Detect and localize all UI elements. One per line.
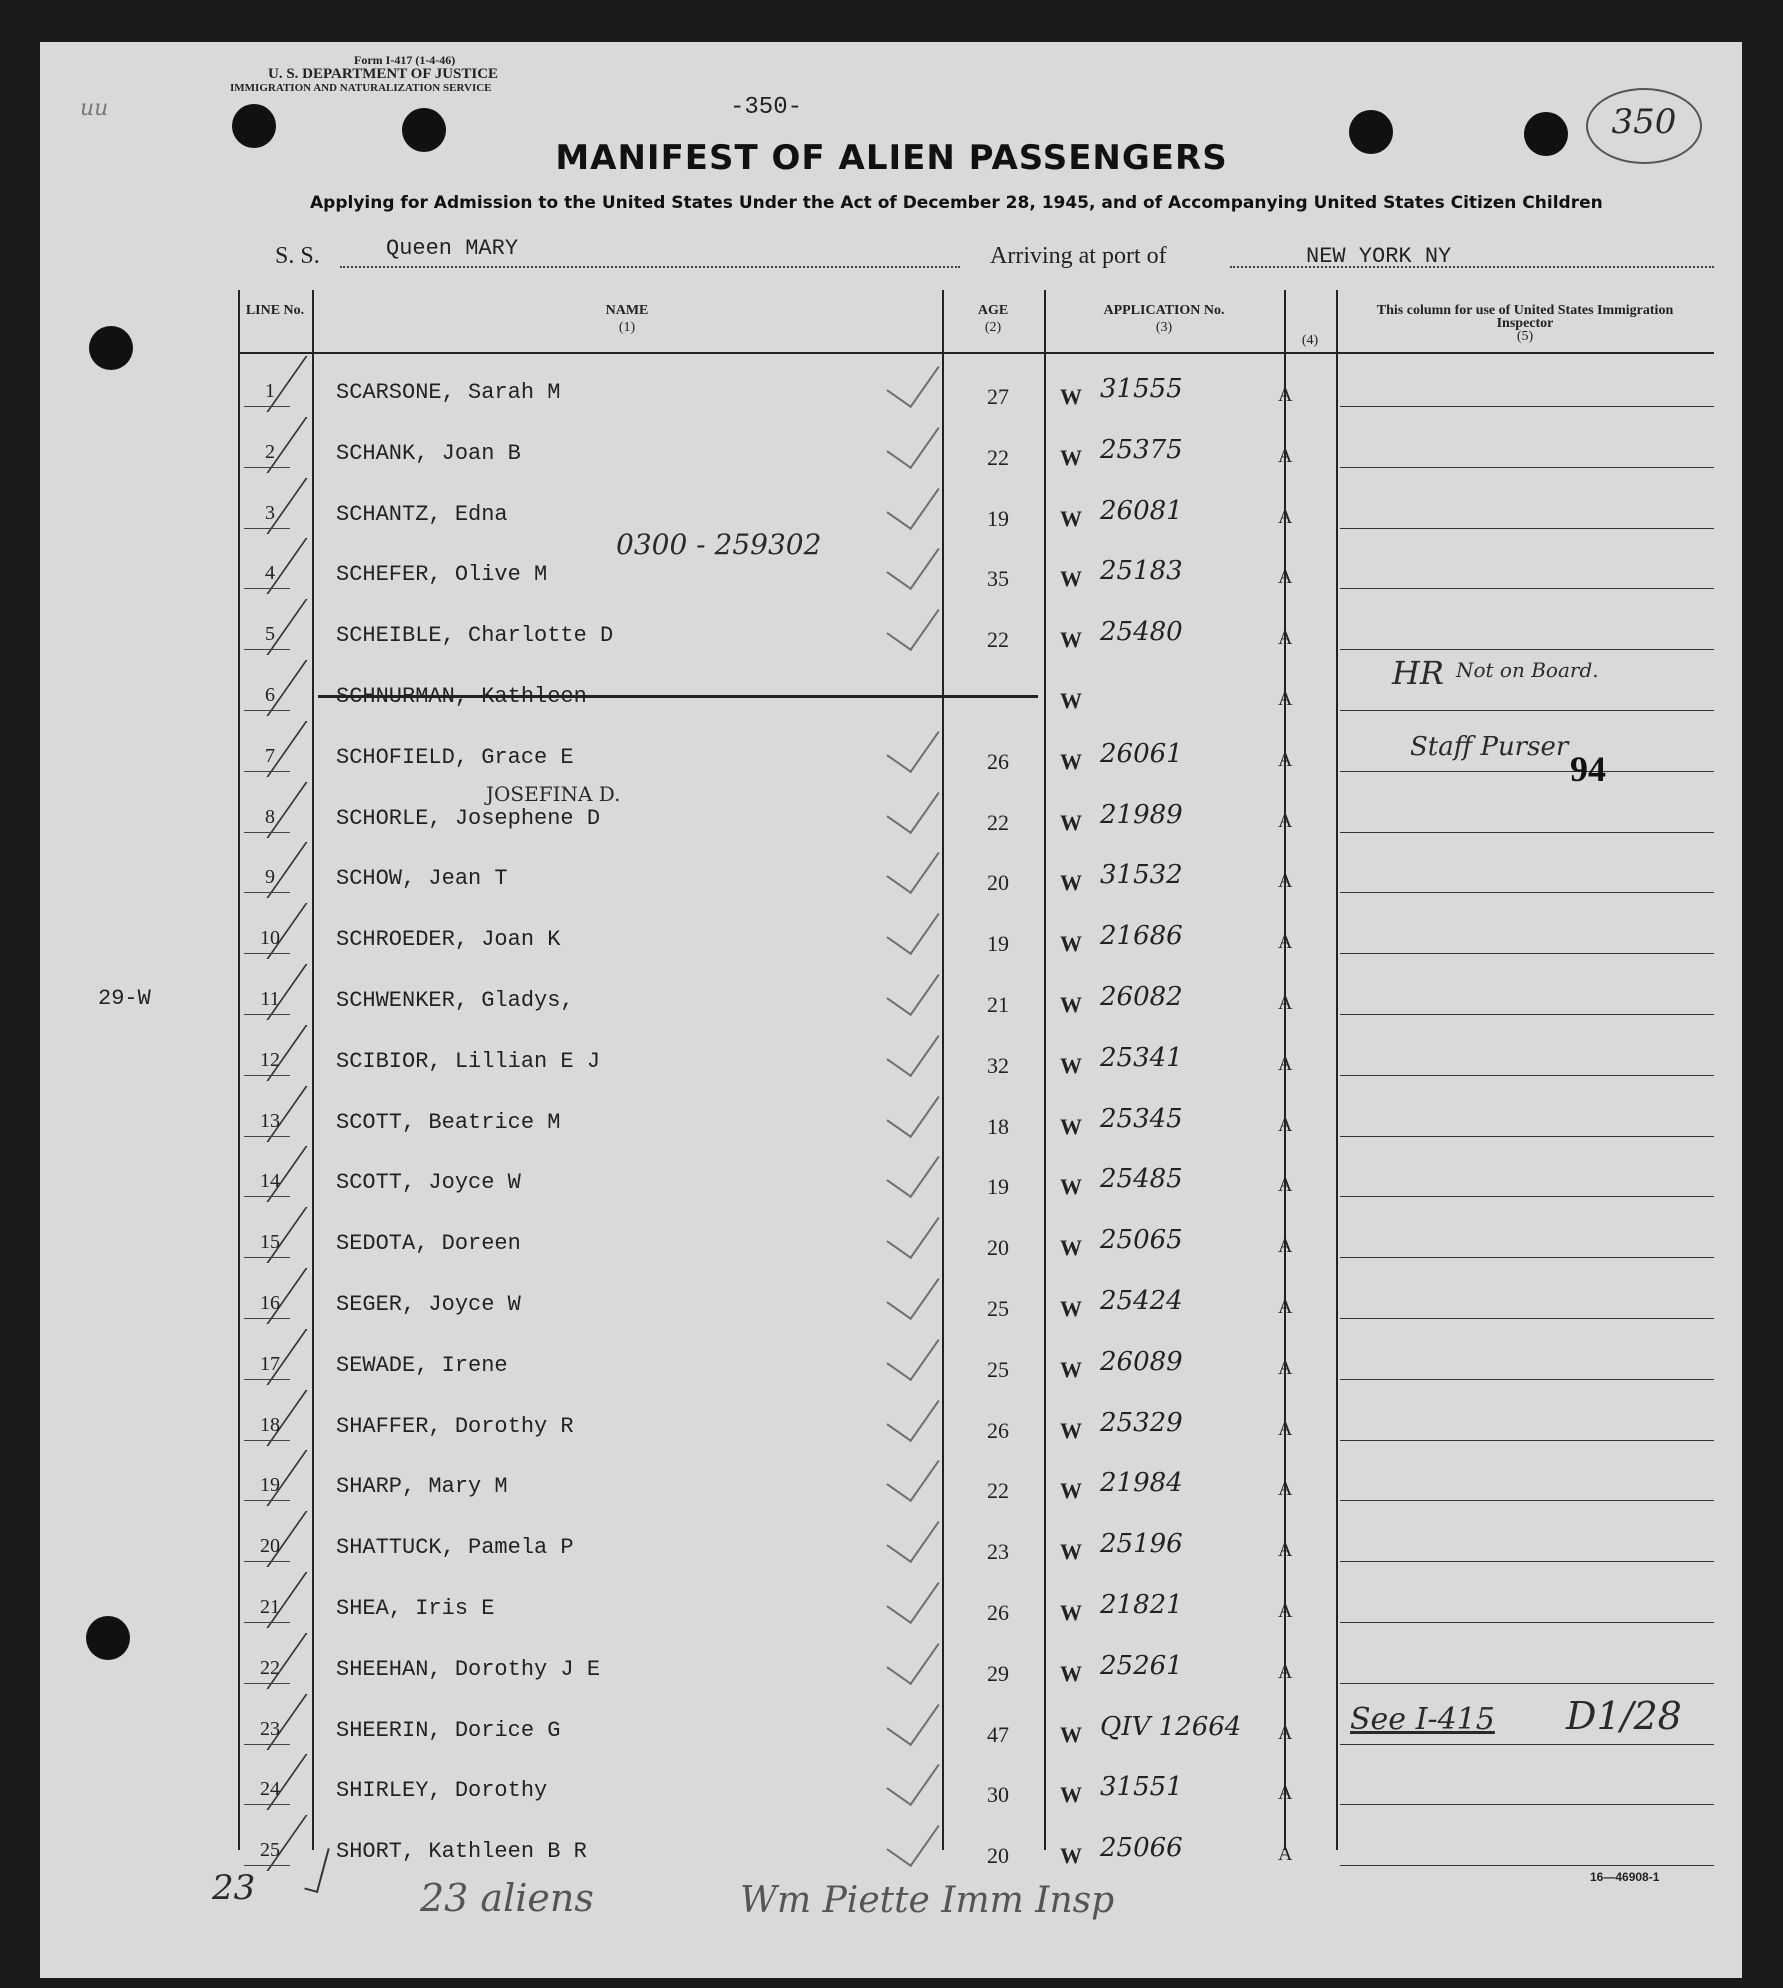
col-header-inspector-number: (5) bbox=[1516, 329, 1534, 344]
col-header-age-number: (2) bbox=[984, 320, 1002, 335]
inspector-entry-line bbox=[1340, 528, 1714, 529]
passenger-name: SCOTT, Beatrice M bbox=[336, 1109, 561, 1135]
inspector-entry-line bbox=[1340, 1561, 1714, 1562]
application-prefix: W bbox=[1060, 627, 1082, 653]
application-number: 26061 bbox=[1100, 738, 1183, 769]
ship-name: Queen MARY bbox=[386, 236, 519, 261]
status-code: A bbox=[1278, 1782, 1293, 1805]
application-number: 21989 bbox=[1100, 799, 1183, 830]
line-number: 24 bbox=[260, 1778, 280, 1801]
line-number: 21 bbox=[260, 1596, 280, 1618]
status-code: A bbox=[1278, 1660, 1293, 1683]
inspector-entry-line bbox=[1340, 1440, 1714, 1441]
col-header-name-label: NAME bbox=[605, 303, 649, 318]
application-prefix: W bbox=[1060, 1174, 1082, 1200]
manifest-table bbox=[238, 290, 1714, 1869]
inspector-entry-line bbox=[1340, 1683, 1714, 1684]
line-number: 14 bbox=[260, 1170, 280, 1193]
passenger-age: 22 bbox=[987, 1478, 1009, 1504]
inspector-entry-line bbox=[1340, 892, 1714, 893]
line-underline bbox=[244, 1500, 290, 1501]
handwritten-see-form: See I-415 bbox=[1350, 1702, 1495, 1737]
line-underline bbox=[244, 1622, 290, 1623]
table-row bbox=[238, 1578, 1714, 1638]
punch-hole bbox=[89, 326, 133, 370]
status-code: A bbox=[1278, 931, 1293, 954]
application-prefix: W bbox=[1060, 1782, 1082, 1808]
application-number: 25329 bbox=[1100, 1407, 1183, 1438]
application-prefix: W bbox=[1060, 1539, 1082, 1565]
status-code: A bbox=[1278, 1052, 1293, 1075]
inspector-entry-line bbox=[1340, 588, 1714, 589]
application-number: 21821 bbox=[1100, 1590, 1183, 1620]
line-underline bbox=[244, 771, 290, 772]
passenger-age: 30 bbox=[987, 1782, 1009, 1808]
status-code: A bbox=[1278, 505, 1293, 528]
line-number: 11 bbox=[260, 988, 280, 1010]
passenger-name: SHARP, Mary M bbox=[336, 1474, 508, 1500]
line-underline bbox=[244, 1865, 290, 1866]
table-row bbox=[238, 362, 1714, 422]
passenger-name: SCHORLE, Josephene D bbox=[336, 805, 601, 831]
corner-mark: uu bbox=[80, 96, 109, 121]
status-code: A bbox=[1278, 809, 1293, 832]
passenger-age: 25 bbox=[987, 1356, 1009, 1382]
port-dotted-line bbox=[1230, 266, 1714, 268]
inspector-entry-line bbox=[1340, 710, 1714, 711]
line-number: 3 bbox=[265, 501, 275, 524]
status-code: A bbox=[1278, 627, 1293, 650]
table-row bbox=[238, 1213, 1714, 1273]
ship-dotted-line bbox=[340, 266, 960, 268]
port-name: NEW YORK NY bbox=[1306, 244, 1452, 269]
status-code: A bbox=[1278, 688, 1293, 710]
header-rule bbox=[238, 352, 1714, 354]
application-number: 31532 bbox=[1100, 860, 1183, 891]
inspector-entry-line bbox=[1340, 832, 1714, 833]
strikethrough-line bbox=[318, 695, 1038, 698]
inspector-entry-line bbox=[1340, 1865, 1714, 1866]
inspector-entry-line bbox=[1340, 1257, 1714, 1258]
table-row bbox=[238, 1274, 1714, 1334]
line-underline bbox=[244, 1683, 290, 1684]
table-row bbox=[238, 788, 1714, 848]
line-underline bbox=[244, 528, 290, 529]
passenger-age: 27 bbox=[987, 384, 1009, 409]
status-code: A bbox=[1278, 1356, 1293, 1379]
status-code: A bbox=[1278, 1296, 1293, 1318]
passenger-name: SCHNURMAN, Kathleen bbox=[336, 684, 587, 709]
col-header-age bbox=[942, 302, 1044, 334]
passenger-name: SEGER, Joyce W bbox=[336, 1292, 521, 1317]
handwritten-correction-josefina: JOSEFINA D. bbox=[486, 782, 621, 806]
application-prefix: W bbox=[1060, 688, 1082, 713]
application-number: 25424 bbox=[1100, 1286, 1183, 1316]
footer-count: 23 bbox=[212, 1868, 256, 1908]
passenger-name: SCHROEDER, Joan K bbox=[336, 927, 561, 953]
application-number: 31555 bbox=[1100, 374, 1183, 404]
application-number: 21984 bbox=[1100, 1468, 1183, 1499]
application-prefix: W bbox=[1060, 1113, 1082, 1139]
status-code: A bbox=[1278, 384, 1293, 406]
table-row bbox=[238, 1335, 1714, 1395]
inspector-entry-line bbox=[1340, 1804, 1714, 1805]
passenger-age: 22 bbox=[987, 809, 1009, 835]
passenger-age: 35 bbox=[987, 566, 1009, 592]
application-number: 25480 bbox=[1100, 617, 1183, 648]
table-row bbox=[238, 909, 1714, 969]
page-number-circled: 350 bbox=[1586, 88, 1702, 164]
line-underline bbox=[244, 953, 290, 954]
application-number: 26081 bbox=[1100, 495, 1183, 526]
application-prefix: W bbox=[1060, 566, 1082, 592]
passenger-age: 22 bbox=[987, 444, 1009, 470]
status-code: A bbox=[1278, 1417, 1293, 1440]
application-prefix: W bbox=[1060, 1356, 1082, 1382]
line-underline bbox=[244, 467, 290, 468]
line-number: 9 bbox=[265, 866, 275, 889]
status-code: A bbox=[1278, 748, 1293, 771]
application-prefix: W bbox=[1060, 870, 1082, 896]
inspector-entry-line bbox=[1340, 1744, 1714, 1745]
application-number: 31551 bbox=[1100, 1772, 1183, 1803]
application-prefix: W bbox=[1060, 1660, 1082, 1686]
table-row bbox=[238, 423, 1714, 483]
passenger-age: 26 bbox=[987, 748, 1009, 774]
application-number: 25485 bbox=[1100, 1164, 1183, 1195]
line-number: 4 bbox=[265, 562, 275, 585]
table-row bbox=[238, 1639, 1714, 1699]
application-number: 25375 bbox=[1100, 434, 1183, 465]
table-row bbox=[238, 1031, 1714, 1091]
line-number: 1 bbox=[265, 380, 275, 402]
line-underline bbox=[244, 1136, 290, 1137]
application-number: QIV 12664 bbox=[1100, 1711, 1242, 1742]
page-subtitle: Applying for Admission to the United States Under the Act of December 28, 1945, and of Accompanying United States Citizen Children bbox=[310, 193, 1603, 213]
application-number: 25345 bbox=[1100, 1103, 1183, 1134]
handwritten-initials: HR bbox=[1392, 654, 1444, 692]
passenger-age: 18 bbox=[987, 1113, 1009, 1139]
line-number: 2 bbox=[265, 440, 275, 463]
passenger-age: 26 bbox=[987, 1600, 1009, 1625]
passenger-name: SCARSONE, Sarah M bbox=[336, 380, 561, 405]
line-number: 19 bbox=[260, 1474, 280, 1497]
col-header-age-label: AGE bbox=[977, 303, 1009, 318]
application-number: 26089 bbox=[1100, 1346, 1183, 1377]
passenger-name: SHIRLEY, Dorothy bbox=[336, 1778, 548, 1804]
application-prefix: W bbox=[1060, 505, 1082, 531]
status-code: A bbox=[1278, 870, 1293, 893]
table-row bbox=[238, 970, 1714, 1030]
application-prefix: W bbox=[1060, 384, 1082, 409]
form-header bbox=[230, 54, 498, 94]
inspector-entry-line bbox=[1340, 406, 1714, 407]
punch-hole bbox=[86, 1616, 130, 1660]
line-number: 18 bbox=[260, 1413, 280, 1436]
stamped-count: 94 bbox=[1570, 749, 1606, 789]
application-prefix: W bbox=[1060, 1721, 1082, 1747]
application-prefix: W bbox=[1060, 1235, 1082, 1261]
application-number: 21686 bbox=[1100, 921, 1183, 952]
inspector-entry-line bbox=[1340, 1136, 1714, 1137]
passenger-name: SCHOFIELD, Grace E bbox=[336, 744, 574, 770]
passenger-age: 20 bbox=[987, 870, 1009, 896]
line-underline bbox=[244, 649, 290, 650]
line-number: 13 bbox=[260, 1109, 280, 1132]
passenger-name: SHEERIN, Dorice G bbox=[336, 1717, 561, 1743]
passenger-age: 25 bbox=[987, 1296, 1009, 1321]
table-row bbox=[238, 1092, 1714, 1152]
application-number: 25196 bbox=[1100, 1529, 1183, 1560]
handwritten-application-note: 0300 - 259302 bbox=[616, 528, 822, 561]
table-row bbox=[238, 1456, 1714, 1516]
line-number: 25 bbox=[260, 1839, 280, 1862]
page-number: -350- bbox=[730, 94, 803, 121]
service: IMMIGRATION AND NATURALIZATION SERVICE bbox=[230, 82, 492, 94]
line-number: 22 bbox=[260, 1656, 280, 1679]
line-underline bbox=[244, 1561, 290, 1562]
department: U. S. DEPARTMENT OF JUSTICE bbox=[268, 66, 499, 82]
line-number: 10 bbox=[260, 927, 280, 950]
passenger-name: SHAFFER, Dorothy R bbox=[336, 1413, 574, 1439]
line-underline bbox=[244, 832, 290, 833]
application-prefix: W bbox=[1060, 931, 1082, 957]
status-code: A bbox=[1278, 1235, 1293, 1258]
line-number: 17 bbox=[260, 1352, 280, 1375]
col-header-application bbox=[1044, 302, 1284, 334]
line-underline bbox=[244, 1014, 290, 1015]
application-prefix: W bbox=[1060, 809, 1082, 835]
passenger-name: SHORT, Kathleen B R bbox=[336, 1839, 587, 1865]
inspector-entry-line bbox=[1340, 953, 1714, 954]
table-row bbox=[238, 1396, 1714, 1456]
status-code: A bbox=[1278, 1478, 1293, 1501]
col-header-inspector-label: This column for use of United States Immigration Inspector bbox=[1376, 303, 1674, 331]
status-code: A bbox=[1278, 444, 1293, 467]
line-number: 8 bbox=[265, 805, 275, 828]
line-underline bbox=[244, 1379, 290, 1380]
handwritten-staff-purser: Staff Purser bbox=[1410, 732, 1569, 762]
passenger-name: SCHEIBLE, Charlotte D bbox=[336, 623, 614, 649]
line-number: 6 bbox=[265, 684, 275, 706]
line-number: 7 bbox=[265, 744, 275, 767]
passenger-name: SCHOW, Jean T bbox=[336, 866, 508, 892]
col-header-inspector bbox=[1336, 304, 1714, 343]
col-header-application-number: (3) bbox=[1155, 320, 1173, 335]
line-number: 23 bbox=[260, 1717, 280, 1740]
passenger-name: SCHANK, Joan B bbox=[336, 440, 521, 466]
application-prefix: W bbox=[1060, 1600, 1082, 1625]
table-row bbox=[238, 848, 1714, 908]
passenger-age: 21 bbox=[987, 992, 1009, 1017]
line-number: 15 bbox=[260, 1231, 280, 1254]
passenger-name: SCHEFER, Olive M bbox=[336, 562, 548, 588]
form-reference: 16—46908-1 bbox=[1590, 1870, 1660, 1884]
passenger-name: SCHANTZ, Edna bbox=[336, 501, 508, 527]
passenger-age: 19 bbox=[987, 931, 1009, 957]
line-underline bbox=[244, 1318, 290, 1319]
footer-alien-count: 23 aliens bbox=[420, 1876, 594, 1920]
application-number: 25341 bbox=[1100, 1042, 1183, 1073]
inspector-entry-line bbox=[1340, 467, 1714, 468]
passenger-age: 32 bbox=[987, 1052, 1009, 1078]
table-row bbox=[238, 1821, 1714, 1881]
handwritten-date: D1/28 bbox=[1566, 1694, 1682, 1738]
arriving-label: Arriving at port of bbox=[990, 243, 1167, 269]
passenger-name: SHEEHAN, Dorothy J E bbox=[336, 1656, 601, 1682]
inspector-signature: Wm Piette Imm Insp bbox=[740, 1880, 1115, 1921]
passenger-age: 29 bbox=[987, 1660, 1009, 1686]
inspector-entry-line bbox=[1340, 1075, 1714, 1076]
application-prefix: W bbox=[1060, 1417, 1082, 1443]
application-number: 25065 bbox=[1100, 1225, 1183, 1256]
application-number: 25066 bbox=[1100, 1833, 1183, 1864]
passenger-age: 26 bbox=[987, 1417, 1009, 1443]
application-prefix: W bbox=[1060, 444, 1082, 470]
table-row bbox=[238, 1760, 1714, 1820]
inspector-entry-line bbox=[1340, 1500, 1714, 1501]
passenger-age: 19 bbox=[987, 1174, 1009, 1200]
line-underline bbox=[244, 1196, 290, 1197]
passenger-name: SHEA, Iris E bbox=[336, 1596, 495, 1621]
application-prefix: W bbox=[1060, 1843, 1082, 1869]
line-number: 16 bbox=[260, 1292, 280, 1314]
line-number: 12 bbox=[260, 1048, 280, 1071]
status-code: A bbox=[1278, 1539, 1293, 1562]
application-number: 26082 bbox=[1100, 982, 1183, 1012]
passenger-name: SEWADE, Irene bbox=[336, 1352, 508, 1378]
status-code: A bbox=[1278, 1843, 1293, 1866]
line-underline bbox=[244, 1744, 290, 1745]
ss-label: S. S. bbox=[275, 243, 320, 269]
passenger-age: 19 bbox=[987, 505, 1009, 531]
status-code: A bbox=[1278, 1600, 1293, 1622]
application-prefix: W bbox=[1060, 1478, 1082, 1504]
line-underline bbox=[244, 1257, 290, 1258]
passenger-name: SCIBIOR, Lillian E J bbox=[336, 1048, 601, 1074]
inspector-entry-line bbox=[1340, 649, 1714, 650]
table-row bbox=[238, 1152, 1714, 1212]
col-header-4: (4) bbox=[1301, 333, 1319, 348]
form-number: Form I-417 (1-4-46) bbox=[354, 53, 456, 67]
line-underline bbox=[244, 1075, 290, 1076]
application-prefix: W bbox=[1060, 748, 1082, 774]
passenger-name: SCHWENKER, Gladys, bbox=[336, 988, 574, 1013]
line-underline bbox=[244, 406, 290, 407]
passenger-name: SCOTT, Joyce W bbox=[336, 1170, 521, 1196]
passenger-name: SHATTUCK, Pamela P bbox=[336, 1535, 574, 1561]
passenger-age: 23 bbox=[987, 1539, 1009, 1565]
table-row bbox=[238, 544, 1714, 604]
status-code: A bbox=[1278, 566, 1293, 589]
line-underline bbox=[244, 1440, 290, 1441]
passenger-age: 20 bbox=[987, 1235, 1009, 1261]
application-number: 25183 bbox=[1100, 556, 1183, 587]
passenger-name: SEDOTA, Doreen bbox=[336, 1231, 521, 1257]
table-row bbox=[238, 605, 1714, 665]
application-number: 25261 bbox=[1100, 1650, 1183, 1681]
status-code: A bbox=[1278, 1174, 1293, 1197]
application-prefix: W bbox=[1060, 1052, 1082, 1078]
line-underline bbox=[244, 1804, 290, 1805]
inspector-entry-line bbox=[1340, 771, 1714, 772]
verification-check-mark bbox=[886, 350, 939, 408]
margin-note: 29-W bbox=[98, 986, 151, 1011]
application-prefix: W bbox=[1060, 1296, 1082, 1321]
line-underline bbox=[244, 710, 290, 711]
status-code: A bbox=[1278, 992, 1293, 1014]
table-row bbox=[238, 1517, 1714, 1577]
application-prefix: W bbox=[1060, 992, 1082, 1017]
inspector-entry-line bbox=[1340, 1318, 1714, 1319]
passenger-age: 20 bbox=[987, 1843, 1009, 1869]
inspector-entry-line bbox=[1340, 1622, 1714, 1623]
page-title: MANIFEST OF ALIEN PASSENGERS bbox=[555, 138, 1228, 178]
col-header-name bbox=[312, 302, 942, 334]
col-header-line: LINE No. bbox=[245, 303, 305, 318]
table-row bbox=[238, 484, 1714, 544]
inspector-entry-line bbox=[1340, 1196, 1714, 1197]
line-number: 20 bbox=[260, 1535, 280, 1558]
line-number: 5 bbox=[265, 623, 275, 646]
status-code: A bbox=[1278, 1721, 1293, 1744]
line-underline bbox=[244, 588, 290, 589]
inspector-entry-line bbox=[1340, 1014, 1714, 1015]
passenger-age: 22 bbox=[987, 627, 1009, 653]
handwritten-not-on-board: Not on Board. bbox=[1456, 658, 1599, 682]
inspector-entry-line bbox=[1340, 1379, 1714, 1380]
col-header-name-number: (1) bbox=[618, 320, 636, 335]
col-header-application-label: APPLICATION No. bbox=[1103, 303, 1225, 318]
line-underline bbox=[244, 892, 290, 893]
passenger-age: 47 bbox=[987, 1721, 1009, 1747]
status-code: A bbox=[1278, 1113, 1293, 1136]
